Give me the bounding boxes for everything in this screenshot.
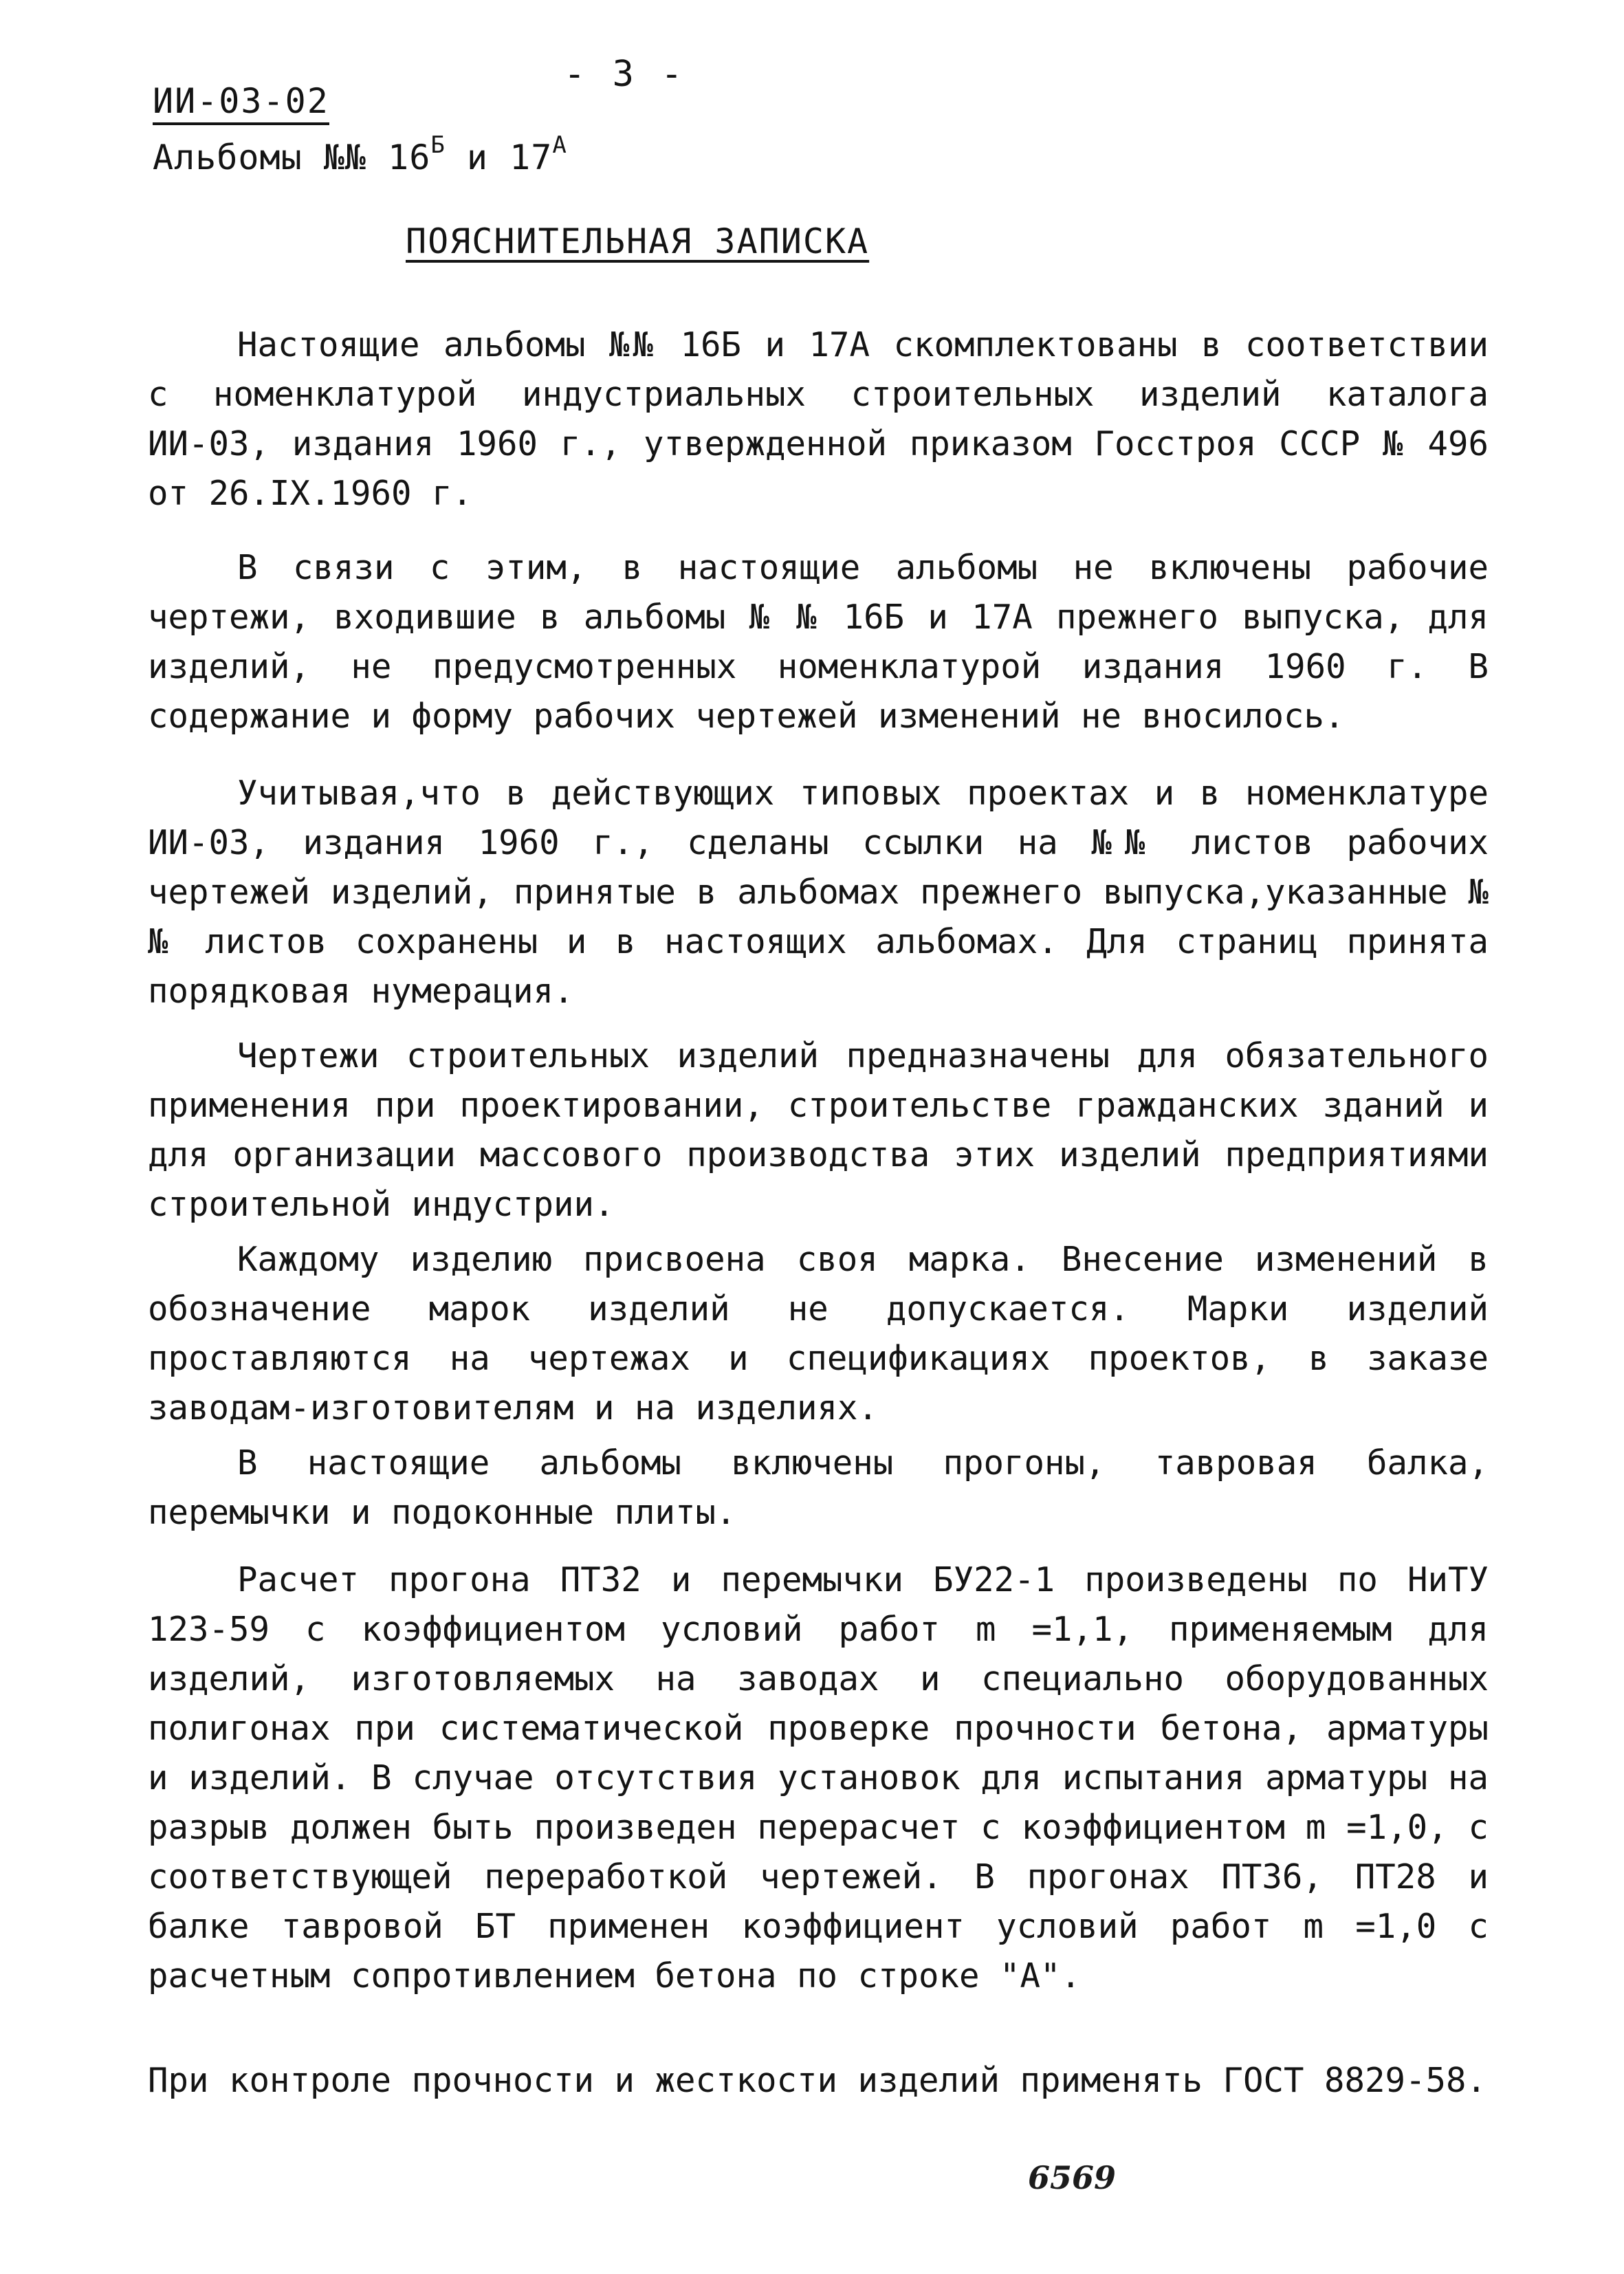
paragraph-text: В настоящие альбомы включены прогоны, тавровая балка, перемычки и подоконные плиты. (148, 1443, 1489, 1532)
subtitle-middle: и 17 (445, 138, 553, 177)
paragraph-4 (148, 1031, 1489, 1229)
handwritten-number: 6569 (1028, 2159, 1117, 2196)
paragraph-3 (148, 769, 1489, 1016)
document-code: ИИ-03-02 (153, 81, 329, 125)
paragraph-text: Учитывая,что в действующих типовых проектах и в номенклатуре ИИ-03, издания 1960 г., сделаны ссылки на №№ листов рабочих чертежей изделий, принятые в альбомах прежнего выпуска,указанные №№ листов сохранены и в настоящих альбомах. Для страниц принята порядковая нумерация. (148, 774, 1489, 1011)
page-number: - 3 - (564, 54, 685, 95)
paragraph-1 (148, 320, 1489, 518)
paragraph-7 (148, 1555, 1489, 2001)
paragraph-text: Чертежи строительных изделий предназначены для обязательного применения при проектировании, строительстве гражданских зданий и для организации массового производства этих изделий предприятиями строительной индустрии. (148, 1036, 1489, 1224)
paragraph-text: При контроле прочности и жесткости изделий применять ГОСТ 8829-58. (148, 2061, 1487, 2100)
paragraph-text: Настоящие альбомы №№ 16Б и 17А скомплектованы в соответствии с номенклатурой индустриальных строительных изделий каталога ИИ-03, издания 1960 г., утвержденной приказом Госстроя СССР № 496 от 26.IX.1960 г. (148, 325, 1489, 513)
document-title: ПОЯСНИТЕЛЬНАЯ ЗАПИСКА (406, 221, 870, 261)
paragraph-5 (148, 1235, 1489, 1433)
paragraph-text: Расчет прогона ПТ32 и перемычки БУ22-1 произведены по НиТУ 123-59 с коэффициентом условий работ m =1,1, применяемым для изделий, изготовляемых на заводах и специально оборудованных полигонах при систематической проверке прочности бетона, арматуры и изделий. В случае отсутствия установок для испытания арматуры на разрыв должен быть произведен перерасчет с коэффициентом m =1,0, с соответствующей переработкой чертежей. В прогонах ПТ36, ПТ28 и балке тавровой БТ применен коэффициент условий работ m =1,0 с расчетным сопротивлением бетона по строке "А". (148, 1560, 1489, 1996)
subtitle-prefix: Альбомы №№ 16 (153, 138, 431, 177)
paragraph-8 (148, 2056, 1489, 2106)
paragraph-6 (148, 1439, 1489, 1538)
subtitle-sup-a: А (552, 131, 567, 160)
albums-subtitle (153, 131, 567, 177)
subtitle-sup-b: Б (430, 131, 446, 160)
paragraph-text: Каждому изделию присвоена своя марка. Внесение изменений в обозначение марок изделий не допускается. Марки изделий проставляются на чертежах и спецификациях проектов, в заказе заводам-изготовителям и на изделиях. (148, 1240, 1489, 1428)
paragraph-text: В связи с этим, в настоящие альбомы не включены рабочие чертежи, входившие в альбомы № № 16Б и 17А прежнего выпуска, для изделий, не предусмотренных номенклатурой издания 1960 г. В содержание и форму рабочих чертежей изменений не вносилось. (148, 548, 1489, 736)
paragraph-2 (148, 543, 1489, 741)
